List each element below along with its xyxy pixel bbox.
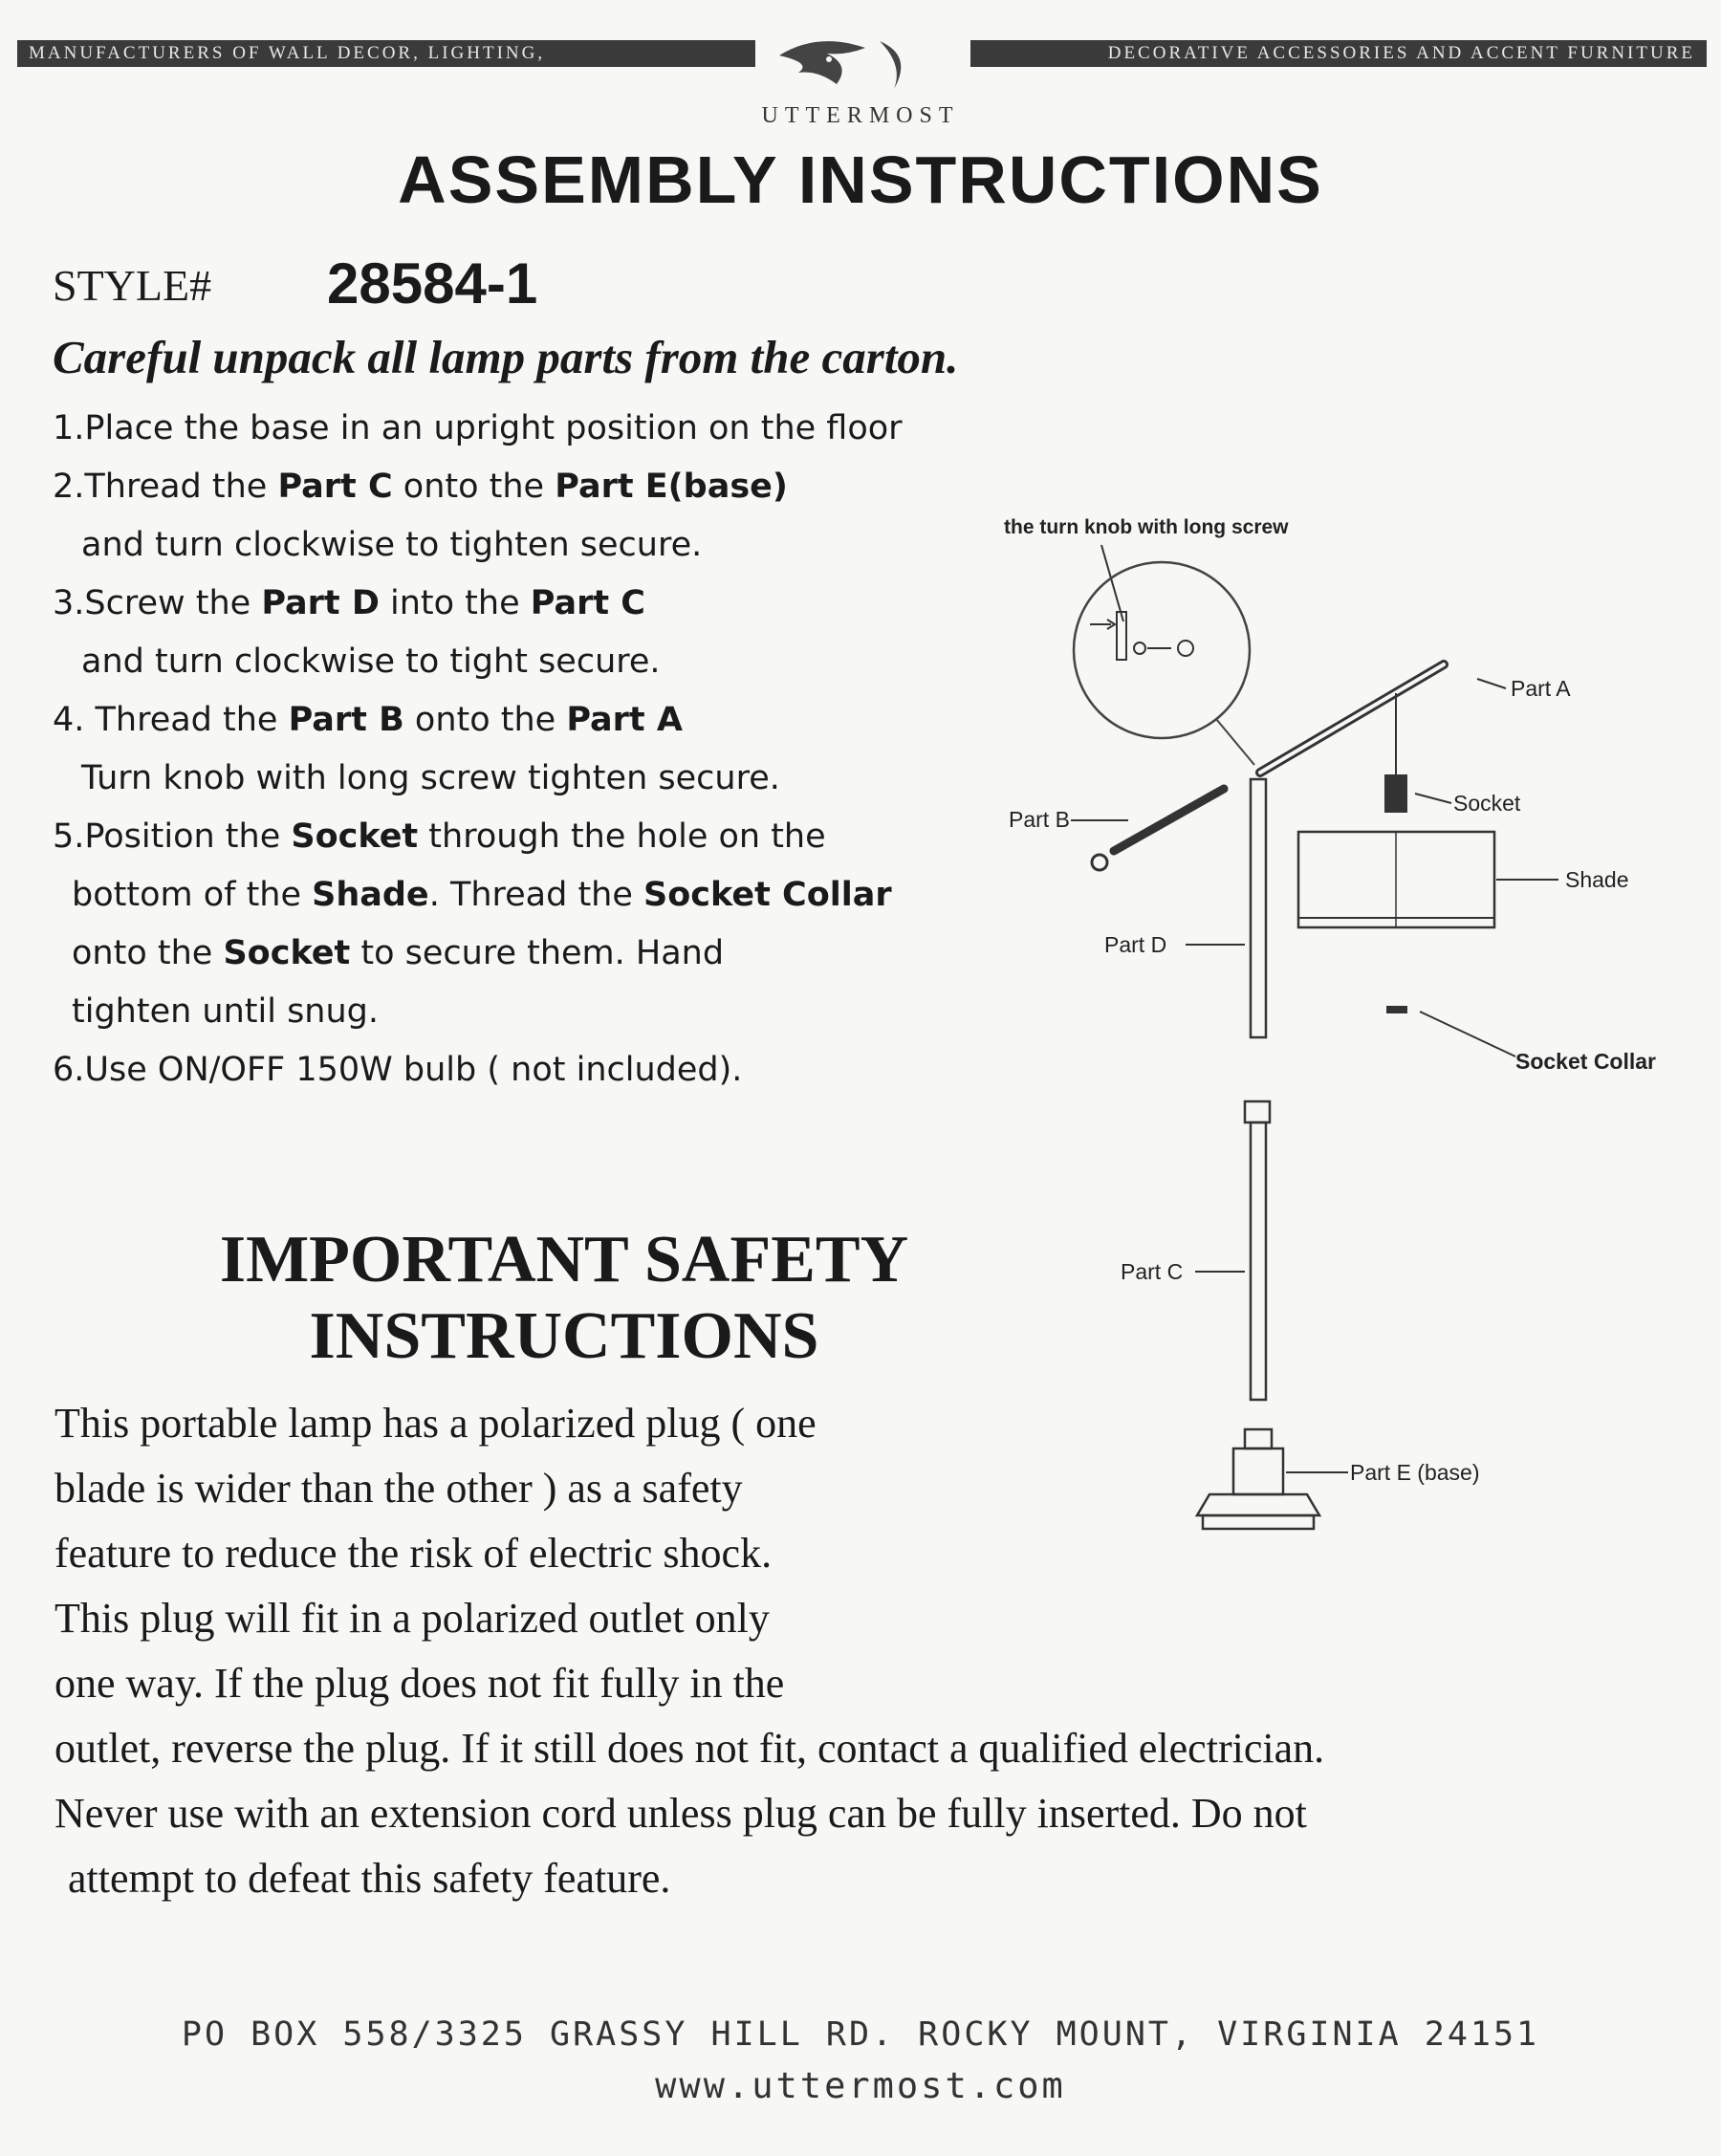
part-d-label: Part D <box>1104 932 1167 957</box>
footer-address: PO BOX 558/3325 GRASSY HILL RD. ROCKY MOUNT, VIRGINIA 24151 <box>181 2015 1540 2054</box>
style-label: STYLE# <box>53 261 212 310</box>
step-text: through the hole on the <box>418 817 826 856</box>
part-ref: Part B <box>288 701 404 739</box>
socket-collar-label: Socket Collar <box>1515 1049 1656 1074</box>
knob-label: the turn knob with long screw <box>1004 516 1289 538</box>
part-ref: Shade <box>312 876 429 914</box>
step-text: . Thread the <box>428 876 644 914</box>
part-ref: Socket <box>291 817 419 856</box>
page-title: ASSEMBLY INSTRUCTIONS <box>398 142 1323 217</box>
part-b <box>1114 789 1224 851</box>
step-text: onto the <box>403 701 567 739</box>
header-band-left: MANUFACTURERS OF WALL DECOR, LIGHTING, <box>17 40 755 67</box>
safety-text <box>54 1391 1680 1911</box>
brand-name: UTTERMOST <box>761 103 960 128</box>
step-2-cont: and turn clockwise to tighten secure. <box>81 526 703 564</box>
step-text: onto the <box>72 934 224 972</box>
footer-website: www.uttermost.com <box>655 2065 1066 2106</box>
step-5-cont-3: tighten until snug. <box>72 992 380 1031</box>
part-ref: Part A <box>566 701 683 739</box>
step-5-cont-2 <box>53 925 970 983</box>
step-text: 4. Thread the <box>53 701 289 739</box>
socket-collar <box>1386 1006 1407 1013</box>
safety-title-line-1: IMPORTANT SAFETY <box>219 1223 909 1296</box>
part-ref: Part C <box>530 584 645 622</box>
safety-line: one way. If the plug does not fit fully in the <box>54 1660 785 1707</box>
step-text: bottom of the <box>72 876 313 914</box>
knob-detail-circle <box>1074 562 1250 738</box>
step-text: onto the <box>392 468 556 506</box>
part-c-label: Part C <box>1121 1259 1184 1284</box>
safety-line: attempt to defeat this safety feature. <box>68 1855 671 1902</box>
step-6: 6.Use ON/OFF 150W bulb ( not included). <box>53 1051 743 1089</box>
knob-detail-icon <box>1090 612 1193 660</box>
assembly-steps <box>53 400 970 1100</box>
step-text: 3.Screw the <box>53 584 262 622</box>
part-ref: Socket <box>223 934 351 972</box>
safety-line: Never use with an extension cord unless plug can be fully inserted. Do not <box>54 1790 1307 1837</box>
uttermost-logo-icon <box>760 27 923 103</box>
shade-label: Shade <box>1565 867 1629 892</box>
socket <box>1384 774 1407 813</box>
safety-title-line-2: INSTRUCTIONS <box>309 1299 819 1373</box>
part-ref: Part E(base) <box>555 468 788 506</box>
safety-line: feature to reduce the risk of electric shock. <box>54 1530 773 1577</box>
step-text: 2.Thread the <box>53 468 278 506</box>
step-5 <box>53 808 970 866</box>
step-1: 1.Place the base in an upright position on the floor <box>53 409 903 447</box>
safety-line: blade is wider than the other ) as a safety <box>54 1465 743 1512</box>
header-band-right: DECORATIVE ACCESSORIES AND ACCENT FURNITURE <box>970 40 1707 67</box>
step-4 <box>53 691 970 750</box>
step-text: to secure them. Hand <box>350 934 725 972</box>
part-c <box>1251 1122 1266 1400</box>
step-3-cont: and turn clockwise to tight secure. <box>81 642 661 681</box>
safety-line: This plug will fit in a polarized outlet only <box>54 1595 770 1642</box>
socket-label: Socket <box>1453 791 1521 816</box>
part-ref: Part D <box>261 584 380 622</box>
safety-line: outlet, reverse the plug. If it still does not fit, contact a qualified electrician. <box>54 1725 1325 1772</box>
part-a-label: Part A <box>1511 676 1571 701</box>
step-text: 5.Position the <box>53 817 292 856</box>
part-b-label: Part B <box>1009 807 1070 832</box>
unpack-note: Careful unpack all lamp parts from the carton. <box>53 331 959 383</box>
step-3 <box>53 575 970 633</box>
safety-line: This portable lamp has a polarized plug ( one <box>54 1400 817 1447</box>
part-c-finial <box>1245 1101 1270 1122</box>
step-text: into the <box>379 584 531 622</box>
part-d <box>1251 779 1266 1037</box>
part-e-label: Part E (base) <box>1350 1460 1480 1485</box>
step-5-cont-1 <box>53 866 970 925</box>
step-2 <box>53 458 970 516</box>
part-ref: Part C <box>277 468 393 506</box>
style-number: 28584-1 <box>327 251 538 316</box>
part-ref: Socket Collar <box>643 876 892 914</box>
safety-title <box>57 1222 1071 1375</box>
step-4-cont: Turn knob with long screw tighten secure. <box>81 759 780 797</box>
